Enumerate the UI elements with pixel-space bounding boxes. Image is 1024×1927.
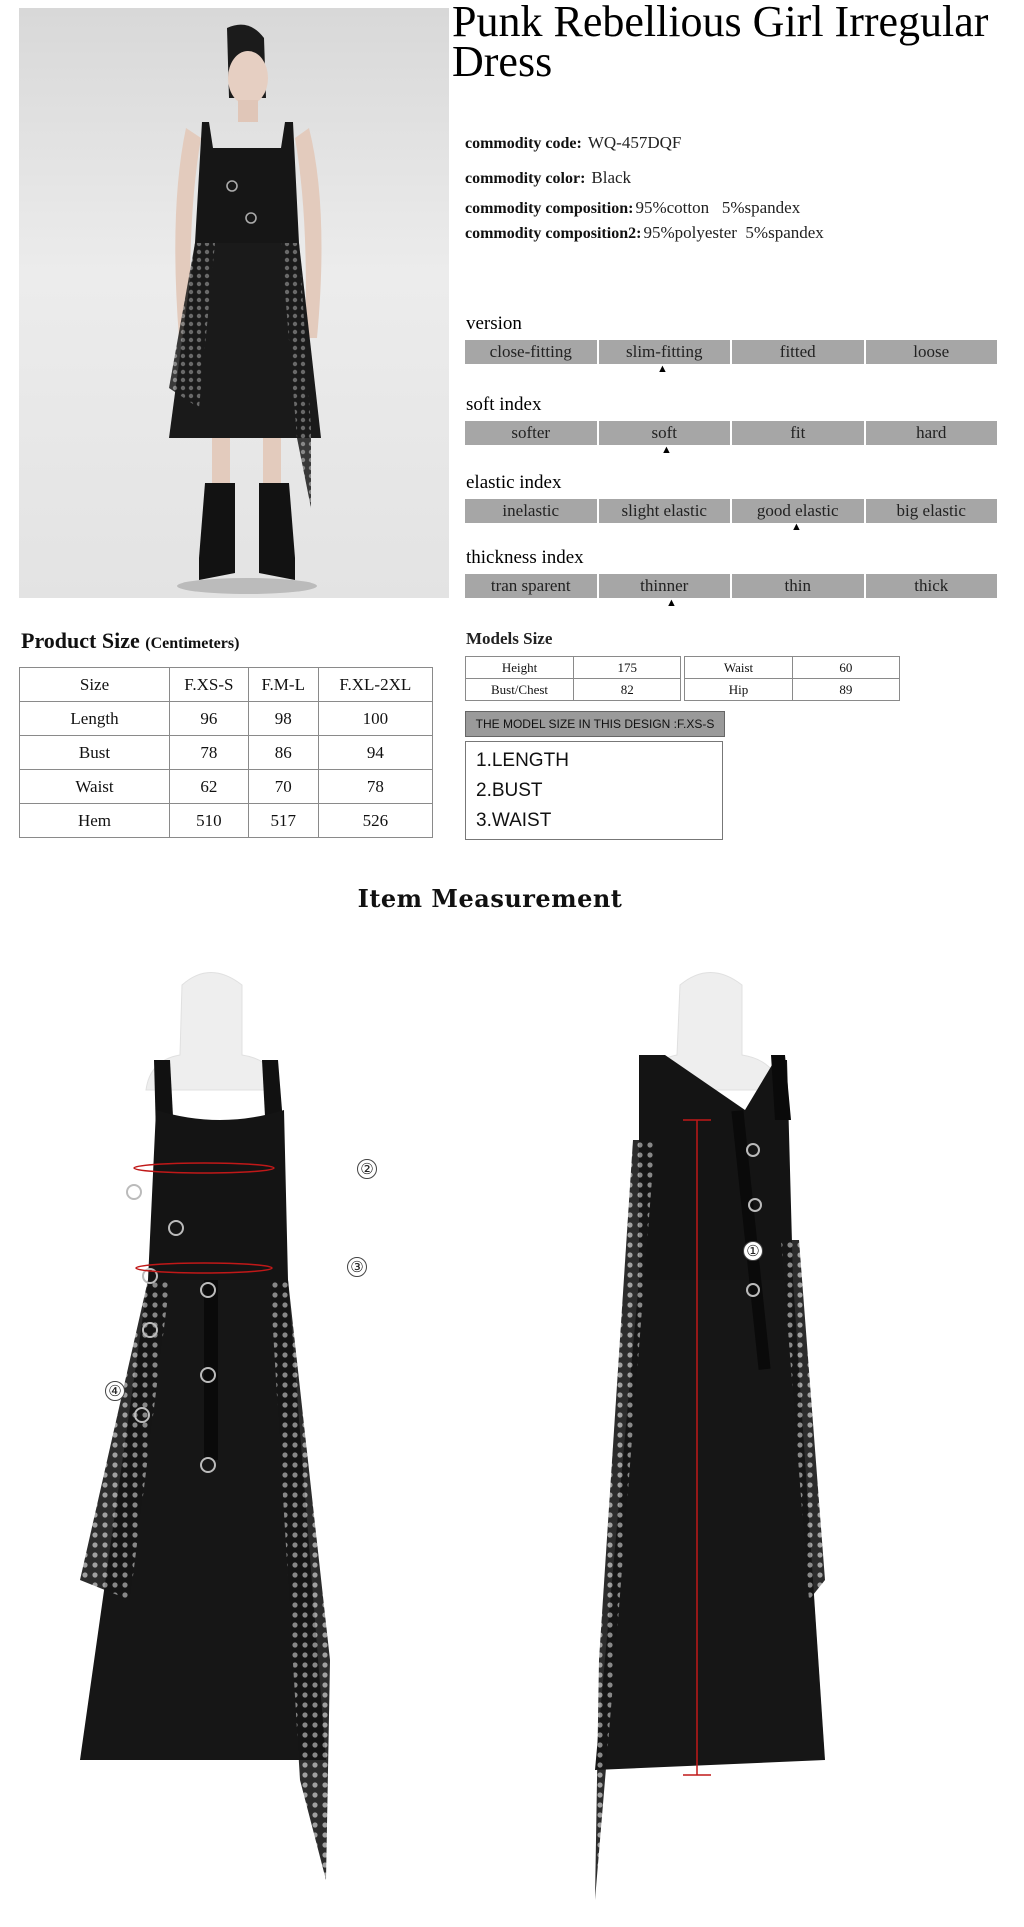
soft-index-scale	[465, 421, 997, 445]
measurement-item: 1.LENGTH	[476, 750, 569, 771]
table-cell: 98	[248, 702, 318, 736]
table-cell: 78	[318, 770, 432, 804]
table-cell: 78	[170, 736, 249, 770]
measurement-item: 2.BUST	[476, 780, 543, 801]
marker-2: ②	[357, 1159, 377, 1179]
marker-4: ④	[105, 1381, 125, 1401]
soft-option: hard	[866, 421, 998, 445]
soft-index-label: soft index	[466, 394, 542, 415]
table-row	[20, 804, 433, 838]
marker-3: ③	[347, 1257, 367, 1277]
model-photo	[19, 8, 449, 598]
table-row	[20, 770, 433, 804]
elastic-option: good elastic	[732, 499, 864, 523]
table-row	[466, 657, 900, 679]
table-row	[466, 679, 900, 701]
measurement-item: 3.WAIST	[476, 810, 552, 831]
table-cell: Bust	[20, 736, 170, 770]
model-size-note: THE MODEL SIZE IN THIS DESIGN :F.XS-S	[465, 711, 725, 737]
table-cell: 526	[318, 804, 432, 838]
thickness-index-label: thickness index	[466, 547, 584, 568]
elastic-option: inelastic	[465, 499, 597, 523]
table-cell: Waist	[20, 770, 170, 804]
thickness-option: thin	[732, 574, 864, 598]
table-cell: 175	[574, 657, 681, 679]
measurement-list	[465, 741, 723, 840]
table-cell: Waist	[685, 657, 793, 679]
soft-option: soft	[599, 421, 731, 445]
table-row	[20, 702, 433, 736]
soft-option: softer	[465, 421, 597, 445]
version-scale	[465, 340, 997, 364]
table-cell: 517	[248, 804, 318, 838]
elastic-index-scale	[465, 499, 997, 523]
table-cell: 62	[170, 770, 249, 804]
spec-composition2: commodity composition2: 95%polyester 5%spandex	[465, 223, 824, 242]
version-option: loose	[866, 340, 998, 364]
table-row	[20, 736, 433, 770]
table-header-row	[20, 668, 433, 702]
soft-option: fit	[732, 421, 864, 445]
table-cell: F.XS-S	[170, 668, 249, 702]
table-cell: 510	[170, 804, 249, 838]
spec-composition: commodity composition: 95%cotton 5%spandex	[465, 198, 801, 217]
thickness-option: thinner	[599, 574, 731, 598]
dress-front-photo	[70, 960, 420, 1920]
dress-back-photo	[585, 960, 905, 1920]
elastic-option: big elastic	[866, 499, 998, 523]
triangle-marker-icon: ▲	[666, 597, 677, 609]
product-size-title: Product Size (Centimeters)	[21, 628, 240, 653]
table-cell: F.XL-2XL	[318, 668, 432, 702]
table-cell: 89	[792, 679, 899, 701]
product-title: Punk Rebellious Girl Irregular Dress	[452, 0, 989, 86]
table-cell: 96	[170, 702, 249, 736]
table-cell: 70	[248, 770, 318, 804]
triangle-marker-icon: ▲	[661, 444, 672, 456]
table-cell: 86	[248, 736, 318, 770]
table-cell: F.M-L	[248, 668, 318, 702]
table-cell: Hem	[20, 804, 170, 838]
elastic-index-label: elastic index	[466, 472, 562, 493]
thickness-index-scale	[465, 574, 997, 598]
models-size-title: Models Size	[466, 629, 553, 648]
table-cell: Length	[20, 702, 170, 736]
thickness-option: tran sparent	[465, 574, 597, 598]
table-cell: 82	[574, 679, 681, 701]
triangle-marker-icon: ▲	[791, 521, 802, 533]
version-option: slim-fitting	[599, 340, 731, 364]
elastic-option: slight elastic	[599, 499, 731, 523]
table-cell: Size	[20, 668, 170, 702]
triangle-marker-icon: ▲	[657, 363, 668, 375]
table-cell: Height	[466, 657, 574, 679]
item-measurement-title: Item Measurement	[357, 884, 623, 913]
spec-code: commodity code: WQ-457DQF	[465, 133, 682, 152]
version-option: fitted	[732, 340, 864, 364]
models-size-table	[465, 656, 900, 701]
table-cell: Bust/Chest	[466, 679, 574, 701]
spec-color: commodity color: Black	[465, 168, 632, 187]
marker-1: ①	[743, 1241, 763, 1261]
table-cell: 94	[318, 736, 432, 770]
version-label: version	[466, 313, 522, 334]
table-cell: 100	[318, 702, 432, 736]
table-cell: 60	[792, 657, 899, 679]
table-cell: Hip	[685, 679, 793, 701]
product-size-table	[19, 667, 433, 838]
version-option: close-fitting	[465, 340, 597, 364]
thickness-option: thick	[866, 574, 998, 598]
